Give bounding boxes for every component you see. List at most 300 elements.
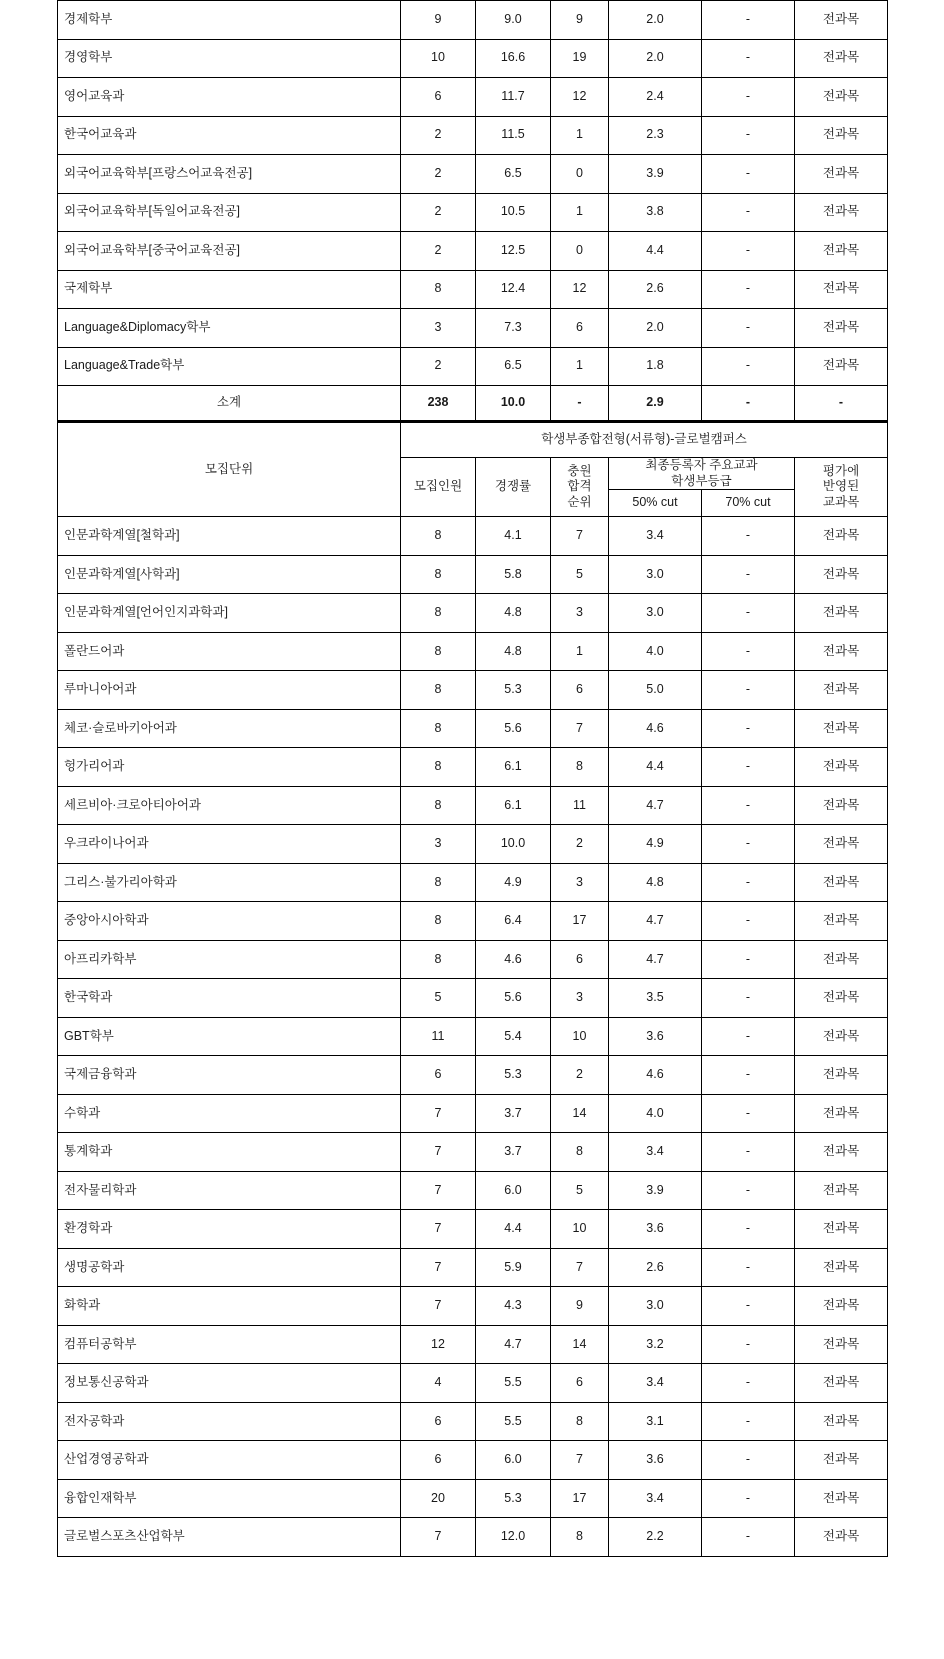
cell-rank: 14 bbox=[551, 1094, 609, 1133]
cell-cut50: 3.8 bbox=[609, 193, 702, 232]
cell-rank: 14 bbox=[551, 1325, 609, 1364]
cell-unit: 인문과학계열[언어인지과학과] bbox=[58, 594, 401, 633]
table-row bbox=[58, 1518, 888, 1557]
cell-unit: 국제금융학과 bbox=[58, 1056, 401, 1095]
cell-cut70: - bbox=[702, 1094, 795, 1133]
cell-unit: 국제학부 bbox=[58, 270, 401, 309]
cell-rate: 12.4 bbox=[476, 270, 551, 309]
cell-rate: 6.0 bbox=[476, 1441, 551, 1480]
cell-rank: 5 bbox=[551, 1171, 609, 1210]
cell-rate: 4.7 bbox=[476, 1325, 551, 1364]
cell-rate: 6.5 bbox=[476, 347, 551, 386]
cell-cut50: 4.9 bbox=[609, 825, 702, 864]
table-row bbox=[58, 232, 888, 271]
cell-cut70: - bbox=[702, 709, 795, 748]
cell-cut70: - bbox=[702, 902, 795, 941]
cell-cut50: 2.0 bbox=[609, 39, 702, 78]
cell-cut50: 5.0 bbox=[609, 671, 702, 710]
table-row bbox=[58, 863, 888, 902]
cell-quota: 2 bbox=[401, 193, 476, 232]
table-row bbox=[58, 1, 888, 40]
cell-subject: 전과목 bbox=[795, 1518, 888, 1557]
cell-unit: 산업경영공학과 bbox=[58, 1441, 401, 1480]
cell-subject: 전과목 bbox=[795, 309, 888, 348]
cell-subject: 전과목 bbox=[795, 825, 888, 864]
cell-cut70: - bbox=[702, 1287, 795, 1326]
table-row bbox=[58, 940, 888, 979]
cell-rank: 17 bbox=[551, 1479, 609, 1518]
cell-quota: 2 bbox=[401, 232, 476, 271]
cell-cut70: - bbox=[702, 786, 795, 825]
cell-subject: 전과목 bbox=[795, 632, 888, 671]
cell-cut50: 3.4 bbox=[609, 1364, 702, 1403]
header-col-subject bbox=[795, 458, 888, 517]
cell-cut50: 3.2 bbox=[609, 1325, 702, 1364]
cell-unit: 우크라이나어과 bbox=[58, 825, 401, 864]
table-row bbox=[58, 78, 888, 117]
cell-rank: 5 bbox=[551, 555, 609, 594]
cell-cut50: 3.9 bbox=[609, 155, 702, 194]
cell-quota: 3 bbox=[401, 825, 476, 864]
header-col-cut50: 50% cut bbox=[609, 490, 702, 517]
cell-quota: 8 bbox=[401, 270, 476, 309]
cell-cut70: - bbox=[702, 863, 795, 902]
table-row bbox=[58, 1441, 888, 1480]
cell-rank: 2 bbox=[551, 1056, 609, 1095]
cell-rank: 2 bbox=[551, 825, 609, 864]
cell-cut50: 4.0 bbox=[609, 1094, 702, 1133]
cell-quota: 7 bbox=[401, 1518, 476, 1557]
cell-subject: 전과목 bbox=[795, 671, 888, 710]
cell-unit: 루마니아어과 bbox=[58, 671, 401, 710]
cell-cut70: - bbox=[702, 979, 795, 1018]
table-row bbox=[58, 902, 888, 941]
cell-subject: 전과목 bbox=[795, 1287, 888, 1326]
table-row bbox=[58, 1210, 888, 1249]
cell-cut70: - bbox=[702, 594, 795, 633]
cell-rank: 12 bbox=[551, 270, 609, 309]
cell-unit: 한국학과 bbox=[58, 979, 401, 1018]
table-row bbox=[58, 825, 888, 864]
cell-rank: 6 bbox=[551, 1364, 609, 1403]
cell-unit: 체코·슬로바키아어과 bbox=[58, 709, 401, 748]
cell-subject: 전과목 bbox=[795, 1402, 888, 1441]
cell-unit: GBT학부 bbox=[58, 1017, 401, 1056]
header-col-rank-line3: 순위 bbox=[567, 494, 592, 509]
cell-cut70: - bbox=[702, 309, 795, 348]
cell-rate: 4.9 bbox=[476, 863, 551, 902]
cell-subject: 전과목 bbox=[795, 517, 888, 556]
table-bottom-body bbox=[58, 422, 888, 1556]
cell-rank: 19 bbox=[551, 39, 609, 78]
cell-cut70: - bbox=[702, 1056, 795, 1095]
cell-cut70: - bbox=[702, 155, 795, 194]
cell-quota: 5 bbox=[401, 979, 476, 1018]
cell-rank: 7 bbox=[551, 1441, 609, 1480]
cell-rank: 7 bbox=[551, 517, 609, 556]
cell-cut50: 4.8 bbox=[609, 863, 702, 902]
cell-rate: 4.6 bbox=[476, 940, 551, 979]
cell-quota: 8 bbox=[401, 671, 476, 710]
cell-cut50: 3.0 bbox=[609, 555, 702, 594]
cell-subject: 전과목 bbox=[795, 786, 888, 825]
cell-subject: 전과목 bbox=[795, 270, 888, 309]
header-col-grade bbox=[609, 458, 795, 490]
cell-subject: 전과목 bbox=[795, 1017, 888, 1056]
cell-cut50: 3.0 bbox=[609, 1287, 702, 1326]
cell-cut50: 3.4 bbox=[609, 517, 702, 556]
cell-rank: 3 bbox=[551, 594, 609, 633]
cell-cut70: - bbox=[702, 1518, 795, 1557]
admissions-table-top bbox=[57, 0, 888, 421]
cell-quota: 4 bbox=[401, 1364, 476, 1403]
cell-rate: 4.8 bbox=[476, 594, 551, 633]
cell-unit: 경제학부 bbox=[58, 1, 401, 40]
cell-cut70: - bbox=[702, 1479, 795, 1518]
cell-rate: 5.4 bbox=[476, 1017, 551, 1056]
table-row bbox=[58, 748, 888, 787]
cell-rate: 5.3 bbox=[476, 1056, 551, 1095]
table-row bbox=[58, 671, 888, 710]
cell-cut50: 2.6 bbox=[609, 270, 702, 309]
cell-cut70: - bbox=[702, 270, 795, 309]
cell-rate: 10.5 bbox=[476, 193, 551, 232]
cell-quota: 7 bbox=[401, 1133, 476, 1172]
cell-cut70: - bbox=[702, 1171, 795, 1210]
cell-unit: 생명공학과 bbox=[58, 1248, 401, 1287]
table-row bbox=[58, 1017, 888, 1056]
cell-unit: 인문과학계열[철학과] bbox=[58, 517, 401, 556]
cell-quota: 7 bbox=[401, 1094, 476, 1133]
cell-unit: 그리스·불가리아학과 bbox=[58, 863, 401, 902]
cell-cut50: 4.7 bbox=[609, 902, 702, 941]
cell-cut70: - bbox=[702, 232, 795, 271]
cell-quota: 20 bbox=[401, 1479, 476, 1518]
cell-cut50: 2.0 bbox=[609, 309, 702, 348]
cell-subject: 전과목 bbox=[795, 709, 888, 748]
header-col-rank-line2: 합격 bbox=[567, 479, 592, 494]
cell-rate: 5.3 bbox=[476, 671, 551, 710]
cell-rank: 0 bbox=[551, 232, 609, 271]
cell-cut70: - bbox=[702, 632, 795, 671]
cell-rate: 5.6 bbox=[476, 709, 551, 748]
cell-rate: 12.0 bbox=[476, 1518, 551, 1557]
cell-rate: 5.9 bbox=[476, 1248, 551, 1287]
header-col-grade-line1: 최종등록자 주요교과 bbox=[645, 458, 758, 472]
cell-cut70: - bbox=[702, 517, 795, 556]
header-unit-label: 모집단위 bbox=[58, 422, 401, 517]
cell-quota: 8 bbox=[401, 709, 476, 748]
cell-quota: 6 bbox=[401, 78, 476, 117]
cell-quota: 8 bbox=[401, 594, 476, 633]
cell-subject: 전과목 bbox=[795, 863, 888, 902]
cell-subject: 전과목 bbox=[795, 1133, 888, 1172]
table-row bbox=[58, 1248, 888, 1287]
cell-rank: 17 bbox=[551, 902, 609, 941]
cell-unit: 경영학부 bbox=[58, 39, 401, 78]
cell-rank: 6 bbox=[551, 309, 609, 348]
cell-quota: 12 bbox=[401, 1325, 476, 1364]
cell-unit: 글로벌스포츠산업학부 bbox=[58, 1518, 401, 1557]
cell-subject: 전과목 bbox=[795, 1094, 888, 1133]
cell-cut50: 4.4 bbox=[609, 748, 702, 787]
cell-cut50: 2.3 bbox=[609, 116, 702, 155]
cell-rate: 4.8 bbox=[476, 632, 551, 671]
cell-cut50: 2.0 bbox=[609, 1, 702, 40]
cell-subject: 전과목 bbox=[795, 1248, 888, 1287]
cell-unit: 외국어교육학부[프랑스어교육전공] bbox=[58, 155, 401, 194]
cell-cut50: 3.9 bbox=[609, 1171, 702, 1210]
cell-rate: 6.4 bbox=[476, 902, 551, 941]
cell-rank: 6 bbox=[551, 940, 609, 979]
cell-unit: 정보통신공학과 bbox=[58, 1364, 401, 1403]
cell-unit: 전자물리학과 bbox=[58, 1171, 401, 1210]
header-col-subject-line3: 교과목 bbox=[822, 494, 860, 509]
cell-subtotal-label: 소계 bbox=[58, 386, 401, 421]
cell-cut70: - bbox=[702, 748, 795, 787]
cell-unit: 컴퓨터공학부 bbox=[58, 1325, 401, 1364]
cell-cut50: 3.6 bbox=[609, 1017, 702, 1056]
header-col-subject-line1: 평가에 bbox=[822, 463, 860, 478]
cell-cut50: 3.6 bbox=[609, 1210, 702, 1249]
cell-rank: 1 bbox=[551, 193, 609, 232]
cell-unit: 융합인재학부 bbox=[58, 1479, 401, 1518]
cell-unit: 중앙아시아학과 bbox=[58, 902, 401, 941]
cell-rate: 3.7 bbox=[476, 1133, 551, 1172]
table-row bbox=[58, 555, 888, 594]
table-row bbox=[58, 1364, 888, 1403]
cell-quota: 8 bbox=[401, 863, 476, 902]
cell-rank: 8 bbox=[551, 1518, 609, 1557]
cell-unit: 폴란드어과 bbox=[58, 632, 401, 671]
table-row bbox=[58, 116, 888, 155]
cell-cut70: - bbox=[702, 347, 795, 386]
cell-cut70: - bbox=[702, 1325, 795, 1364]
cell-rank: 8 bbox=[551, 748, 609, 787]
cell-rate: 3.7 bbox=[476, 1094, 551, 1133]
cell-quota: 8 bbox=[401, 748, 476, 787]
cell-subject: 전과목 bbox=[795, 193, 888, 232]
cell-subject: 전과목 bbox=[795, 902, 888, 941]
cell-cut50: 2.6 bbox=[609, 1248, 702, 1287]
cell-rank: 0 bbox=[551, 155, 609, 194]
cell-rank: 9 bbox=[551, 1287, 609, 1326]
table-row bbox=[58, 1325, 888, 1364]
cell-quota: 8 bbox=[401, 786, 476, 825]
table-row bbox=[58, 1402, 888, 1441]
cell-quota: 2 bbox=[401, 116, 476, 155]
cell-cut70: - bbox=[702, 1402, 795, 1441]
cell-quota: 6 bbox=[401, 1441, 476, 1480]
cell-quota: 9 bbox=[401, 1, 476, 40]
cell-cut50: 2.4 bbox=[609, 78, 702, 117]
table-row bbox=[58, 979, 888, 1018]
cell-rate: 6.1 bbox=[476, 748, 551, 787]
cell-rate: 7.3 bbox=[476, 309, 551, 348]
cell-rate: 5.8 bbox=[476, 555, 551, 594]
cell-rate: 11.5 bbox=[476, 116, 551, 155]
cell-cut70: - bbox=[702, 78, 795, 117]
table-row bbox=[58, 1171, 888, 1210]
header-col-rank-line1: 충원 bbox=[567, 463, 592, 478]
cell-quota: 7 bbox=[401, 1248, 476, 1287]
admissions-table-bottom bbox=[57, 421, 888, 1557]
table-row bbox=[58, 1094, 888, 1133]
cell-rate: 5.3 bbox=[476, 1479, 551, 1518]
cell-rate: 4.3 bbox=[476, 1287, 551, 1326]
cell-subject: 전과목 bbox=[795, 1171, 888, 1210]
header-row-group bbox=[58, 422, 888, 458]
cell-subject: 전과목 bbox=[795, 555, 888, 594]
cell-quota: 7 bbox=[401, 1287, 476, 1326]
cell-unit: 영어교육과 bbox=[58, 78, 401, 117]
table-row bbox=[58, 39, 888, 78]
cell-cut50: 4.7 bbox=[609, 940, 702, 979]
cell-unit: 화학과 bbox=[58, 1287, 401, 1326]
table-row bbox=[58, 309, 888, 348]
cell-cut50: 2.2 bbox=[609, 1518, 702, 1557]
cell-rate: 5.5 bbox=[476, 1402, 551, 1441]
cell-cut50: 4.7 bbox=[609, 786, 702, 825]
table-row bbox=[58, 1479, 888, 1518]
table-row bbox=[58, 155, 888, 194]
cell-rank: 7 bbox=[551, 709, 609, 748]
table-row bbox=[58, 1287, 888, 1326]
cell-cut50: 3.4 bbox=[609, 1133, 702, 1172]
cell-cut70: - bbox=[702, 1441, 795, 1480]
table-row bbox=[58, 632, 888, 671]
cell-subject: 전과목 bbox=[795, 1, 888, 40]
cell-subject: 전과목 bbox=[795, 979, 888, 1018]
cell-subtotal-rank: - bbox=[551, 386, 609, 421]
cell-cut70: - bbox=[702, 825, 795, 864]
cell-subject: 전과목 bbox=[795, 1441, 888, 1480]
cell-quota: 3 bbox=[401, 309, 476, 348]
cell-subject: 전과목 bbox=[795, 594, 888, 633]
cell-rank: 12 bbox=[551, 78, 609, 117]
cell-rate: 6.0 bbox=[476, 1171, 551, 1210]
table-row bbox=[58, 786, 888, 825]
cell-rate: 5.6 bbox=[476, 979, 551, 1018]
header-col-quota: 모집인원 bbox=[401, 458, 476, 517]
cell-rank: 8 bbox=[551, 1402, 609, 1441]
cell-subject: 전과목 bbox=[795, 1364, 888, 1403]
cell-cut50: 4.6 bbox=[609, 1056, 702, 1095]
cell-unit: 외국어교육학부[독일어교육전공] bbox=[58, 193, 401, 232]
cell-subject: 전과목 bbox=[795, 78, 888, 117]
table-row bbox=[58, 270, 888, 309]
cell-cut50: 4.0 bbox=[609, 632, 702, 671]
table-row bbox=[58, 1056, 888, 1095]
cell-rate: 12.5 bbox=[476, 232, 551, 271]
table-row bbox=[58, 347, 888, 386]
cell-unit: 통계학과 bbox=[58, 1133, 401, 1172]
table-row bbox=[58, 709, 888, 748]
cell-quota: 6 bbox=[401, 1056, 476, 1095]
cell-quota: 8 bbox=[401, 632, 476, 671]
cell-quota: 2 bbox=[401, 347, 476, 386]
cell-unit: 인문과학계열[사학과] bbox=[58, 555, 401, 594]
cell-unit: 아프리카학부 bbox=[58, 940, 401, 979]
cell-cut70: - bbox=[702, 940, 795, 979]
cell-subtotal-cut70: - bbox=[702, 386, 795, 421]
cell-subtotal-quota: 238 bbox=[401, 386, 476, 421]
cell-subtotal-subject: - bbox=[795, 386, 888, 421]
cell-unit: 세르비아·크로아티아어과 bbox=[58, 786, 401, 825]
cell-quota: 2 bbox=[401, 155, 476, 194]
cell-unit: 전자공학과 bbox=[58, 1402, 401, 1441]
cell-quota: 11 bbox=[401, 1017, 476, 1056]
cell-quota: 8 bbox=[401, 902, 476, 941]
cell-rank: 1 bbox=[551, 347, 609, 386]
cell-rank: 11 bbox=[551, 786, 609, 825]
cell-cut70: - bbox=[702, 39, 795, 78]
table-row bbox=[58, 193, 888, 232]
cell-subject: 전과목 bbox=[795, 1479, 888, 1518]
cell-rate: 10.0 bbox=[476, 825, 551, 864]
cell-cut50: 4.6 bbox=[609, 709, 702, 748]
cell-cut50: 4.4 bbox=[609, 232, 702, 271]
cell-subject: 전과목 bbox=[795, 347, 888, 386]
cell-cut50: 3.0 bbox=[609, 594, 702, 633]
cell-unit: 헝가리어과 bbox=[58, 748, 401, 787]
header-col-rank bbox=[551, 458, 609, 517]
cell-quota: 6 bbox=[401, 1402, 476, 1441]
cell-cut70: - bbox=[702, 1133, 795, 1172]
cell-cut70: - bbox=[702, 193, 795, 232]
cell-unit: 한국어교육과 bbox=[58, 116, 401, 155]
cell-subject: 전과목 bbox=[795, 940, 888, 979]
cell-subject: 전과목 bbox=[795, 155, 888, 194]
cell-rate: 4.4 bbox=[476, 1210, 551, 1249]
cell-quota: 7 bbox=[401, 1171, 476, 1210]
cell-rank: 9 bbox=[551, 1, 609, 40]
table-row bbox=[58, 594, 888, 633]
cell-rate: 9.0 bbox=[476, 1, 551, 40]
cell-quota: 8 bbox=[401, 555, 476, 594]
header-col-grade-line2: 학생부등급 bbox=[671, 473, 732, 488]
cell-subject: 전과목 bbox=[795, 1325, 888, 1364]
cell-subject: 전과목 bbox=[795, 116, 888, 155]
cell-unit: Language&Diplomacy학부 bbox=[58, 309, 401, 348]
cell-quota: 10 bbox=[401, 39, 476, 78]
cell-subject: 전과목 bbox=[795, 1056, 888, 1095]
cell-cut70: - bbox=[702, 555, 795, 594]
cell-cut70: - bbox=[702, 1364, 795, 1403]
table-row bbox=[58, 1133, 888, 1172]
cell-unit: 환경학과 bbox=[58, 1210, 401, 1249]
cell-cut70: - bbox=[702, 1, 795, 40]
cell-subject: 전과목 bbox=[795, 39, 888, 78]
cell-subject: 전과목 bbox=[795, 748, 888, 787]
cell-cut50: 3.4 bbox=[609, 1479, 702, 1518]
cell-quota: 8 bbox=[401, 940, 476, 979]
cell-rank: 1 bbox=[551, 116, 609, 155]
header-col-subject-line2: 반영된 bbox=[822, 479, 860, 494]
cell-rate: 16.6 bbox=[476, 39, 551, 78]
cell-quota: 7 bbox=[401, 1210, 476, 1249]
cell-cut50: 3.1 bbox=[609, 1402, 702, 1441]
cell-cut70: - bbox=[702, 671, 795, 710]
cell-unit: Language&Trade학부 bbox=[58, 347, 401, 386]
header-col-rate: 경쟁률 bbox=[476, 458, 551, 517]
cell-rate: 5.5 bbox=[476, 1364, 551, 1403]
cell-cut70: - bbox=[702, 1017, 795, 1056]
cell-rank: 7 bbox=[551, 1248, 609, 1287]
cell-cut50: 3.5 bbox=[609, 979, 702, 1018]
header-col-cut70: 70% cut bbox=[702, 490, 795, 517]
cell-rate: 6.1 bbox=[476, 786, 551, 825]
